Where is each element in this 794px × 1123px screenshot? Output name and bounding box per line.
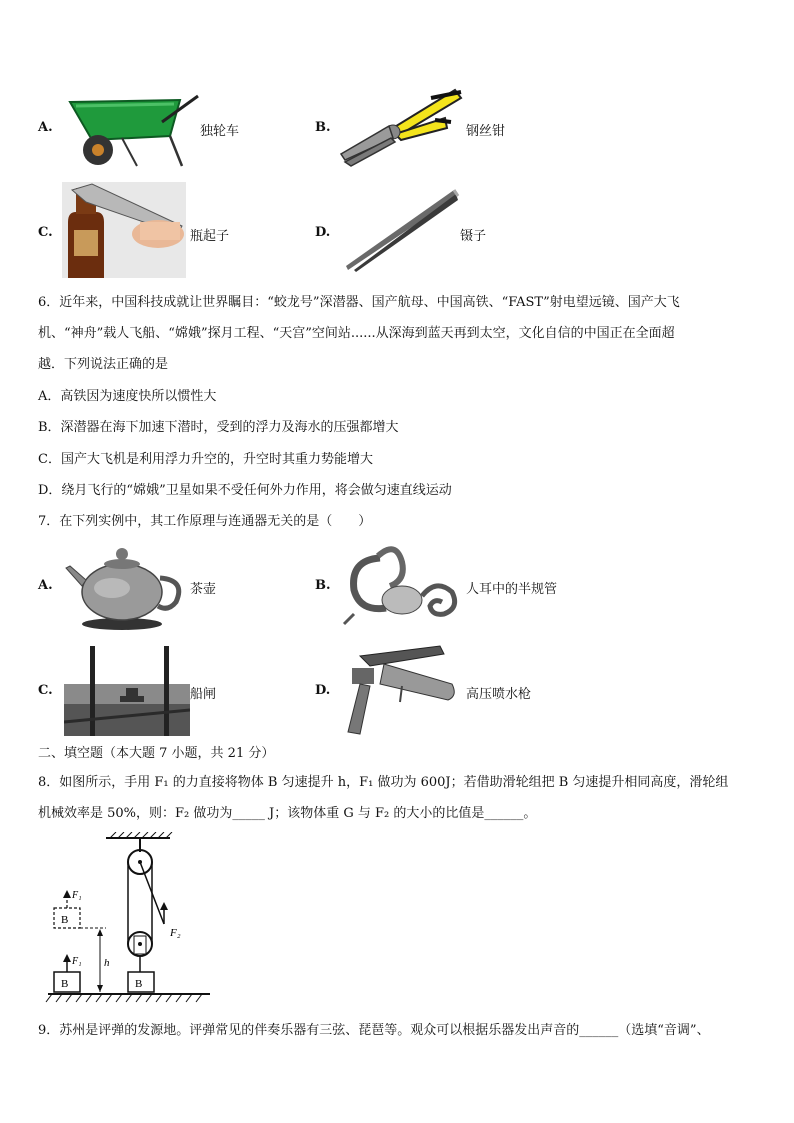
block-b-left-label: B (61, 978, 69, 990)
q6-stem-line1: 6．近年来，中国科技成就让世界瞩目：“蛟龙号”深潜器、国产航母、中国高铁、“FAST”射电望远镜、国产大飞 (38, 295, 680, 310)
q7-option-b-label: 人耳中的半规管 (466, 582, 558, 597)
option-c-letter: C. (38, 225, 53, 240)
section-2-heading: 二、填空题（本大题 7 小题，共 21 分） (38, 746, 275, 761)
option-a-label: 独轮车 (200, 124, 240, 139)
q7-option-a-label: 茶壶 (190, 582, 217, 597)
q7-option-d-label: 高压喷水枪 (466, 687, 532, 702)
f1-lower-label: F₁ (72, 956, 82, 967)
q7-stem: 7．在下列实例中，其工作原理与连通器无关的是（ ） (38, 514, 372, 529)
q9-stem-line1: 9．苏州是评弹的发源地。评弹常见的伴奏乐器有三弦、琵琶等。观众可以根据乐器发出声音的______（选填“音调”、 (38, 1023, 710, 1038)
block-b-raised-label: B (61, 914, 69, 926)
option-b-label: 钢丝钳 (466, 124, 506, 139)
q6-option-d: D．绕月飞行的“嫦娥”卫星如果不受任何外力作用，将会做匀速直线运动 (38, 483, 452, 498)
q6-option-b: B．深潜器在海下加速下潜时，受到的浮力及海水的压强都增大 (38, 420, 399, 435)
q6-option-c: C．国产大飞机是利用浮力升空的，升空时其重力势能增大 (38, 452, 373, 467)
tweezers-image (340, 186, 460, 274)
q6-option-a: A．高铁因为速度快所以惯性大 (38, 389, 217, 404)
bottle-opener-image (62, 182, 186, 278)
teapot-image (64, 540, 188, 632)
q7-option-c-letter: C. (38, 683, 53, 698)
pulley-diagram (44, 832, 214, 1004)
q7-option-a-letter: A. (38, 578, 53, 593)
spray-gun-image (340, 644, 464, 736)
option-c-label: 瓶起子 (190, 229, 230, 244)
option-d-label: 镊子 (460, 229, 487, 244)
wheelbarrow-image (62, 92, 202, 170)
pliers-image (335, 84, 465, 168)
block-b-right-label: B (135, 978, 143, 990)
option-b-letter: B. (315, 120, 331, 135)
f1-upper-label: F₁ (72, 890, 82, 901)
q7-option-c-label: 船闸 (190, 687, 217, 702)
f2-label: F₂ (170, 927, 181, 939)
ship-lock-image (64, 644, 190, 736)
q8-stem-line1: 8．如图所示，手用 F₁ 的力直接将物体 B 匀速提升 h，F₁ 做功为 600J；若借助滑轮组把 B 匀速提升相同高度，滑轮组 (38, 775, 729, 790)
option-d-letter: D. (315, 225, 331, 240)
semicircular-canal-image (340, 538, 464, 630)
q6-stem-line3: 越．下列说法正确的是 (38, 357, 169, 372)
height-h-label: h (104, 957, 110, 969)
option-a-letter: A. (38, 120, 53, 135)
q7-option-b-letter: B. (315, 578, 331, 593)
q7-option-d-letter: D. (315, 683, 331, 698)
q8-stem-line2: 机械效率是 50%，则：F₂ 做功为_____ J；该物体重 G 与 F₂ 的大小的比值是______。 (38, 806, 537, 821)
q6-stem-line2: 机、“神舟”载人飞船、“嫦娥”探月工程、“天宫”空间站......从深海到蓝天再到太空，文化自信的中国正在全面超 (38, 326, 675, 341)
